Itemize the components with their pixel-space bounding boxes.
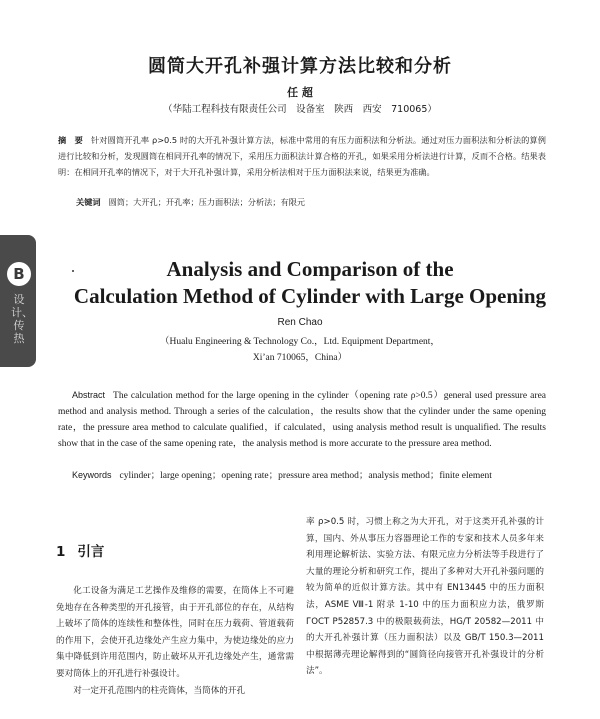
right-column: 率 ρ>0.5 时，习惯上称之为大开孔，对于这类开孔补强的计算，国内、外从事压力容器理论工作的专家和技术人员多年来利用理论解析法、实验方法、有限元应力分析法等手段进行了大量的理论分析和研究工作，提出了多种对大开孔补强问题的较为简单的近似计算方法。其中有 EN13445 中的压力面积法，ASME Ⅷ-1 附录 1-10 中的压力面积应力法，俄罗斯 ГОСТ P52857.3 中的极限载荷法，HG/T 20582—2011 中的大开孔补强计算（压力面积法）以及 GB/T 150.3—2011 中根据薄壳理论解得到的“圆筒径向接管开孔补强设计的分析法”。	[306, 517, 544, 677]
section-heading	[56, 540, 104, 560]
section-letter-badge: B	[7, 262, 31, 286]
left-column	[56, 583, 294, 699]
english-abstract-label: Abstract	[72, 390, 106, 400]
english-affiliation-line2: Xi’an 710065，China）	[252, 353, 348, 363]
english-affiliation-line1: （Hualu Engineering & Technology Co.，Ltd. Equipment Department，	[160, 337, 440, 347]
section-side-label: 设计、传热	[11, 293, 33, 345]
chinese-abstract	[58, 132, 546, 180]
section-title: 引言	[77, 544, 105, 560]
english-abstract	[58, 387, 546, 452]
chinese-keywords-label: 关键词	[76, 197, 101, 207]
english-author: Ren Chao	[277, 317, 323, 328]
english-title-line2: Calculation Method of Cylinder with Large Opening	[73, 284, 547, 308]
english-abstract-text: The calculation method for the large opening in the cylinder（opening rate ρ>0.5）general used pressure area method and analysis method. Through a series of the calculation，the results show that the cylinder under the same opening rate，the pressure area method to calculate qualified，if calculated，using analysis method result is unqualified. The results show that in the case of the same opening rate，the analysis method is more accurate to the pressure area method.	[58, 391, 546, 449]
chinese-abstract-label: 摘 要	[58, 135, 83, 145]
chinese-title: 圆筒大开孔补强计算方法比较和分析	[148, 56, 452, 77]
english-title-line1: Analysis and Comparison of the	[166, 257, 454, 281]
chinese-keywords	[76, 197, 546, 208]
chinese-keywords-text: 圆筒；大开孔；开孔率；压力面积法；分析法；有限元	[108, 197, 306, 207]
english-affiliation	[0, 334, 600, 366]
english-keywords-label: Keywords	[72, 470, 112, 480]
left-paragraph-2: 对一定开孔范围内的柱壳筒体，当筒体的开孔	[73, 685, 246, 696]
chinese-abstract-text: 针对圆筒开孔率 ρ>0.5 时的大开孔补强计算方法，标准中常用的有压力面积法和分析法。通过对压力面积法和分析法的算例进行比较和分析，发现圆筒在相同开孔率的情况下，采用压力面积法计算合格的开孔，如果采用分析法进行计算，反而不合格。结果表明：在相同开孔率的情况下，对于大开孔补强计算，采用分析法相对于压力面积法来说，结果更为准确。	[58, 135, 546, 177]
chinese-author: 任 超	[287, 86, 313, 99]
left-paragraph-1: 化工设备为满足工艺操作及维修的需要，在筒体上不可避免地存在各种类型的开孔接管，由于开孔部位的存在，从结构上破坏了筒体的连续性和整体性，同时在压力载荷、管道载荷的作用下，会使开孔边缘处产生应力集中，为使边缘处的应力集中降低到许用范围内，防止破坏从开孔边缘处产生，通常需要对筒体上的开孔进行补强设计。	[56, 586, 294, 679]
english-keywords	[58, 467, 546, 484]
english-title	[40, 256, 580, 310]
english-keywords-text: cylinder；large opening；opening rate；pressure area method；analysis method；finite element	[119, 471, 492, 481]
chinese-affiliation: （华陆工程科技有限责任公司 设备室 陕西 西安 710065）	[163, 104, 437, 115]
section-number: 1	[56, 544, 66, 560]
